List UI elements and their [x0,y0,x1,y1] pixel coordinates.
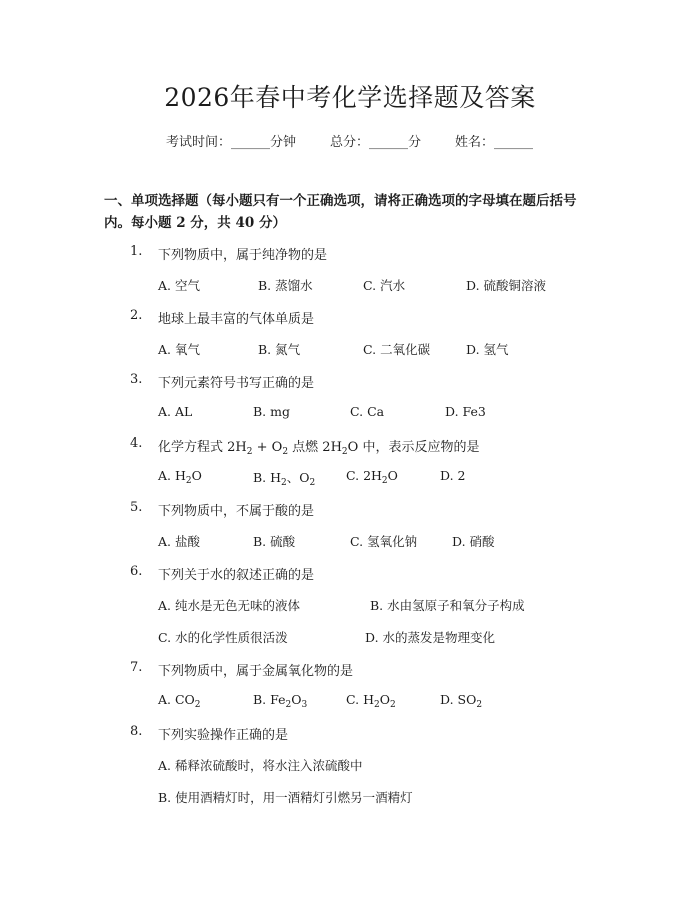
q3-option-d: D. Fe3 [445,404,486,419]
q4-option-b: B. $H_2$、$O_2$ [253,470,316,488]
q1-option-d: D. 硫酸铜溶液 [466,278,547,293]
q7-option-c: C. $H_2O_2$ [346,692,396,710]
exam-time-field: 考试时间：______分钟 [166,135,297,150]
question-number: 8. [130,724,143,739]
page-title: 2026年春中考化学选择题及答案 [164,83,536,112]
q6-option-a: A. 纯水是无色无味的液体 [158,598,300,613]
question-number: 7. [130,660,143,675]
q1-option-c: C. 汽水 [363,278,406,293]
q2-option-b: B. 氮气 [258,342,301,357]
student-name-field: 姓名：______ [455,135,534,150]
q4-option-c: C. $2H_2O$ [346,468,398,486]
q7-option-a: A. $CO_2$ [158,692,201,710]
q2-option-c: C. 二氧化碳 [363,342,431,357]
q5-option-c: C. 氢氧化钠 [350,534,418,549]
q1-option-a: A. 空气 [158,278,200,293]
question-number: 4. [130,436,143,451]
q5-option-b: B. 硫酸 [253,534,296,549]
q4-option-a: A. $H_2O$ [158,468,202,486]
question-number: 1. [130,244,143,259]
question-text: 下列实验操作正确的是 [158,728,289,743]
question-text: 下列物质中，属于金属氧化物的是 [158,664,354,679]
q6-option-d: D. 水的蒸发是物理变化 [365,630,496,645]
question-text: 化学方程式 $2H_2 + O_2$ 点燃 $2H_2O$ 中，表示反应物的是 [158,440,480,457]
q4-option-d: D. 2 [440,468,466,483]
q3-option-c: C. Ca [350,404,385,419]
q3-option-b: B. mg [253,404,290,419]
q5-option-d: D. 硝酸 [452,534,495,549]
q5-option-a: A. 盐酸 [158,534,200,549]
q6-option-c: C. 水的化学性质很活泼 [158,630,288,645]
question-text: 下列物质中，不属于酸的是 [158,504,315,519]
question-number: 6. [130,564,143,579]
q7-option-d: D. $SO_2$ [440,692,483,710]
section-heading-line1: 一、单项选择题（每小题只有一个正确选项，请将正确选项的字母填在题后括号 [104,193,577,209]
question-number: 2. [130,308,143,323]
q2-option-a: A. 氧气 [158,342,200,357]
question-text: 下列元素符号书写正确的是 [158,376,315,391]
q8-option-b: B. 使用酒精灯时，用一酒精灯引燃另一酒精灯 [158,790,413,805]
q6-option-b: B. 水由氢原子和氧分子构成 [370,598,525,613]
q3-option-a: A. AL [158,404,193,419]
q8-option-a: A. 稀释浓硫酸时，将水注入浓硫酸中 [158,758,363,773]
question-text: 下列关于水的叙述正确的是 [158,568,315,583]
section-heading [104,190,604,234]
question-text: 地球上最丰富的气体单质是 [158,312,315,327]
q7-option-b: B. $Fe_2O_3$ [253,692,308,710]
section-heading-line2: 内。每小题 2 分，共 40 分） [104,215,286,231]
q2-option-d: D. 氢气 [466,342,509,357]
question-number: 5. [130,500,143,515]
question-text: 下列物质中，属于纯净物的是 [158,248,328,263]
total-score-field: 总分：______分 [330,135,422,150]
question-number: 3. [130,372,143,387]
q1-option-b: B. 蒸馏水 [258,278,313,293]
